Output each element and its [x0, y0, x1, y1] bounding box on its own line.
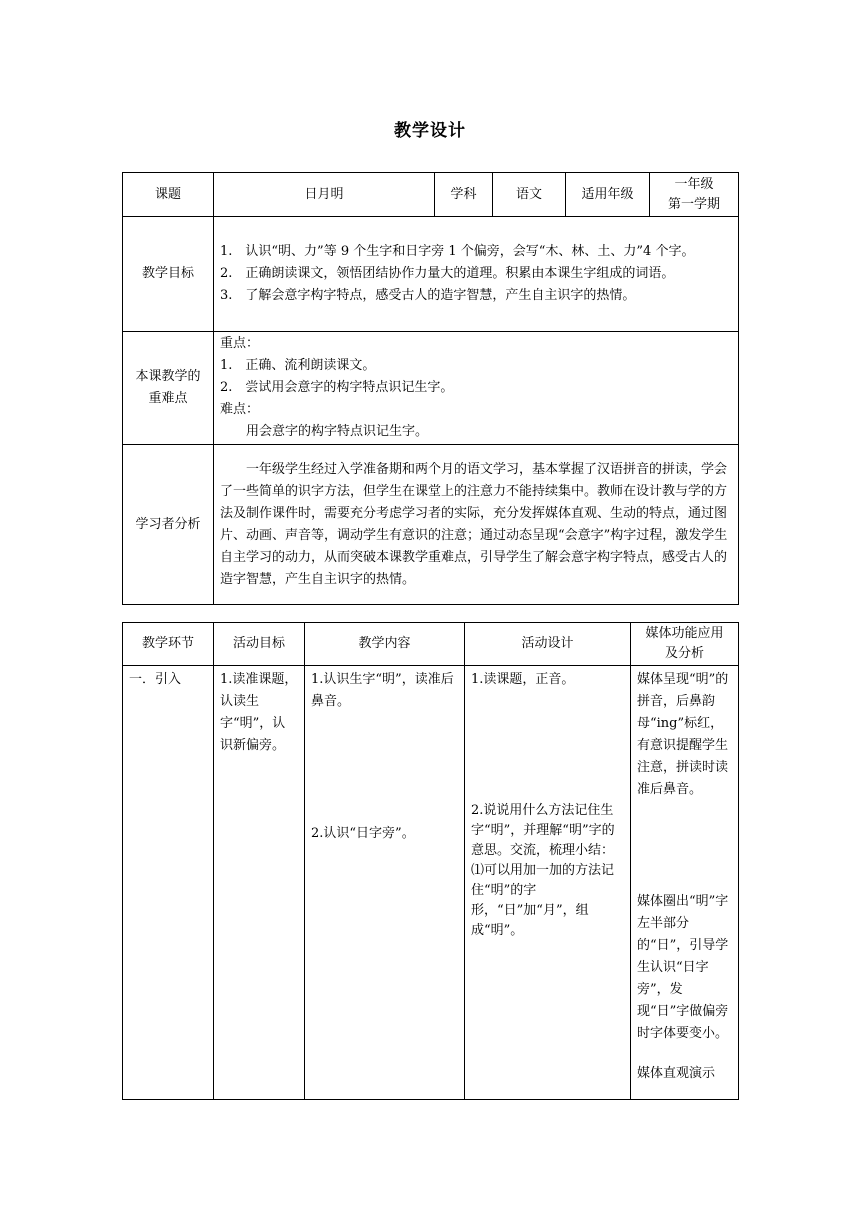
info-table: [122, 172, 739, 605]
media-cell: [631, 666, 739, 1100]
page-title: 教学设计: [394, 121, 466, 141]
header-content: 教学内容: [305, 623, 465, 666]
keypoints-label: [123, 332, 214, 445]
topic-label: 课题: [123, 173, 214, 217]
learner-label: 学习者分析: [123, 445, 214, 605]
objectives-cell: [214, 217, 739, 332]
design-item-3: ⑴可以用加一加的方法记住“明”的字形，“日”加“月”，组成“明”。: [471, 863, 615, 938]
media-item-1: 媒体呈现“明”的拼音，后鼻韵母“ing”标红，有意识提醒学生注意，拼读时读准后鼻音。: [637, 672, 729, 797]
objective-item: 3. 了解会意字构字特点，感受古人的造字智慧，产生自主识字的热情。: [220, 288, 636, 303]
header-design: 活动设计: [465, 623, 631, 666]
difficult-text: 用会意字的构字特点识记生字。: [246, 424, 429, 439]
difficult-title: 难点：: [220, 402, 260, 417]
grade-value: [650, 173, 739, 217]
grade-label: 适用年级: [566, 173, 650, 217]
subject-value: 语文: [493, 173, 566, 217]
process-table: [122, 622, 739, 1100]
content-item-1: 1.认识生字“明”，读准后鼻音。: [311, 672, 454, 709]
keypoints-label-line1: 本课教学的: [135, 369, 201, 384]
learner-text: 一年级学生经过入学准备期和两个月的语文学习，基本掌握了汉语拼音的拼读，学会了一些简单的识字方法，但学生在课堂上的注意力不能持续集中。教师在设计教与学的方法及制作课件时，需要充分考虑学习者的实际，充分发挥媒体直观、生动的特点，通过图片、动画、声音等，调动学生有意识的注意；通过动态呈现“会意字”构字过程，激发学生自主学习的动力，从而突破本课教学重难点，引导学生了解会意字构字特点，感受古人的造字智慧，产生自主识字的热情。: [220, 461, 728, 587]
content-cell: [305, 666, 465, 1100]
media-item-2: 媒体圈出“明”字左半部分的“日”，引导学生认识“日字旁”，发现“日”字做偏旁时字体要变小。: [637, 894, 729, 1041]
content-item-2: 2.认识“日字旁”。: [311, 826, 415, 841]
subject-label: 学科: [435, 173, 493, 217]
learner-cell: [214, 445, 739, 605]
topic-value: 日月明: [214, 173, 435, 217]
design-cell: [465, 666, 631, 1100]
key-item: 2. 尝试用会意字的构字特点识记生字。: [220, 380, 454, 395]
design-item-1: 1.读课题，正音。: [471, 672, 575, 687]
header-media: [631, 623, 739, 666]
grade-value-line1: 一年级: [674, 176, 714, 192]
stage-cell: 一．引入: [123, 666, 214, 1100]
objective-item: 1. 认识“明、力”等 9 个生字和日字旁 1 个偏旁，会写“木、林、土、力”4 个字。: [220, 244, 695, 259]
media-item-3: 媒体直观演示: [637, 1066, 716, 1081]
header-stage: 教学环节: [123, 623, 214, 666]
keypoints-cell: [214, 332, 739, 445]
header-goal: 活动目标: [214, 623, 305, 666]
header-media-line1: 媒体功能应用: [645, 626, 724, 641]
design-item-2: 2.说说用什么方法记住生字“明”，并理解“明”字的意思。交流，梳理小结：: [471, 803, 615, 858]
keypoints-label-line2: 重难点: [148, 391, 188, 406]
goal-cell: 1.读准课题，认读生字“明”，认识新偏旁。: [214, 666, 305, 1100]
grade-value-line2: 第一学期: [667, 196, 720, 212]
key-title: 重点：: [220, 336, 260, 351]
objective-item: 2. 正确朗读课文，领悟团结协作力量大的道理。积累由本课生字组成的词语。: [220, 266, 675, 281]
objectives-label: 教学目标: [123, 217, 214, 332]
key-item: 1. 正确、流利朗读课文。: [220, 358, 376, 373]
header-media-line2: 及分析: [664, 646, 704, 661]
